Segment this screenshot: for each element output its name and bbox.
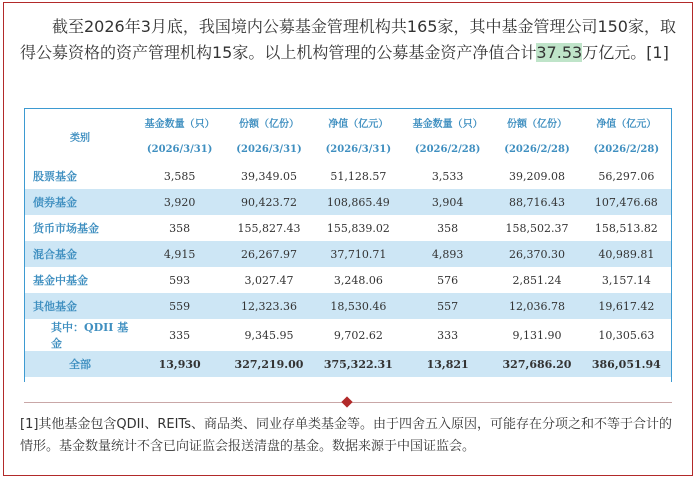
table-cell: 333 xyxy=(437,328,459,342)
row-category: 货币市场基金 xyxy=(33,222,99,235)
table-cell: 51,128.57 xyxy=(330,169,387,183)
table-cell: 358 xyxy=(437,221,459,235)
table-cell: 155,839.02 xyxy=(326,221,390,235)
table-cell: 107,476.68 xyxy=(582,189,671,215)
fund-statistics-table xyxy=(24,108,672,382)
table-cell: 557 xyxy=(403,293,492,319)
table-cell: 19,617.42 xyxy=(582,293,671,319)
table-cell: 9,131.90 xyxy=(512,328,562,342)
table-cell: 158,502.37 xyxy=(505,221,569,235)
row-category: 混合基金 xyxy=(25,241,135,267)
table-cell: 4,915 xyxy=(135,241,224,267)
table-cell: 559 xyxy=(135,293,224,319)
table-cell: 3,027.47 xyxy=(244,273,294,287)
table-cell: 3,248.06 xyxy=(333,273,383,287)
header-count-feb: 基金数量（只） xyxy=(412,119,483,130)
highlighted-total: 37.53 xyxy=(536,43,583,62)
table-cell: 3,585 xyxy=(163,169,196,183)
header-nav-mar: 净值（亿元） xyxy=(328,119,389,130)
table-cell: 40,989.81 xyxy=(582,241,671,267)
table-row xyxy=(25,189,671,215)
table-cell: 3,157.14 xyxy=(601,273,651,287)
header-count-mar: 基金数量（只） xyxy=(144,119,215,130)
header-date: (2026/2/28) xyxy=(593,144,660,155)
table-cell: 56,297.06 xyxy=(598,169,655,183)
table-row xyxy=(25,293,671,319)
table-cell: 327,219.00 xyxy=(224,351,313,377)
header-date: (2026/2/28) xyxy=(414,144,481,155)
table-row xyxy=(25,319,671,351)
intro-paragraph xyxy=(20,14,680,66)
table-row xyxy=(25,215,671,241)
row-category: 股票基金 xyxy=(33,170,77,183)
intro-text-end: 万亿元。[1] xyxy=(582,43,669,62)
table-cell: 12,323.36 xyxy=(224,293,313,319)
table-cell: 9,702.62 xyxy=(333,328,383,342)
table-cell: 37,710.71 xyxy=(314,241,403,267)
row-category: 债券基金 xyxy=(25,189,135,215)
table-cell: 3,904 xyxy=(403,189,492,215)
table-cell: 2,851.24 xyxy=(512,273,562,287)
table-row-total xyxy=(25,351,671,377)
header-category: 类别 xyxy=(70,132,90,144)
table-cell: 386,051.94 xyxy=(582,351,671,377)
table-cell: 10,305.63 xyxy=(598,328,655,342)
table-cell: 108,865.49 xyxy=(314,189,403,215)
table-cell: 375,322.31 xyxy=(314,351,403,377)
header-date: (2026/3/31) xyxy=(236,144,302,155)
table-cell: 18,530.46 xyxy=(314,293,403,319)
table-cell: 26,370.30 xyxy=(492,241,581,267)
header-date: (2026/2/28) xyxy=(504,144,570,155)
row-category: 其他基金 xyxy=(25,293,135,319)
table-cell: 39,349.05 xyxy=(241,169,297,183)
table-cell: 4,893 xyxy=(403,241,492,267)
header-shares-feb: 份额（亿份） xyxy=(506,119,567,130)
table-cell: 576 xyxy=(437,273,459,287)
table-cell: 158,513.82 xyxy=(594,221,658,235)
table-cell: 358 xyxy=(169,221,191,235)
footnote: [1]其他基金包含QDII、REITs、商品类、同业存单类基金等。由于四舍五入原因，可能存在分项之和不等于合计的情形。基金数量统计不含已向证监会报送清盘的基金。数据来源于中国证监会。 xyxy=(20,417,672,454)
row-category: 基金中基金 xyxy=(33,274,88,287)
header-date: (2026/3/31) xyxy=(146,144,213,155)
table-cell: 13,930 xyxy=(135,351,224,377)
table-cell: 327,686.20 xyxy=(492,351,581,377)
table-row xyxy=(25,267,671,293)
header-shares-mar: 份额（亿份） xyxy=(238,119,299,130)
table-cell: 335 xyxy=(169,328,191,342)
header-date: (2026/3/31) xyxy=(325,144,392,155)
table-cell: 593 xyxy=(169,273,191,287)
table-cell: 3,533 xyxy=(431,169,464,183)
table-cell: 13,821 xyxy=(403,351,492,377)
table-cell: 26,267.97 xyxy=(224,241,313,267)
row-category: 全部 xyxy=(25,351,135,377)
table-cell: 9,345.95 xyxy=(244,328,294,342)
table-cell: 88,716.43 xyxy=(492,189,581,215)
table-cell: 12,036.78 xyxy=(492,293,581,319)
intro-text: 截至2026年3月底，我国境内公募基金管理机构共165家，其中基金管理公司150家，取得公募资格的资产管理机构15家。以上机构管理的公募基金资产净值合计 xyxy=(20,17,676,62)
row-category: 其中：QDII 基金 xyxy=(51,321,129,350)
header-nav-feb: 净值（亿元） xyxy=(596,119,657,130)
table-row xyxy=(25,163,671,189)
table-cell: 90,423.72 xyxy=(224,189,313,215)
table-row xyxy=(25,241,671,267)
table-cell: 155,827.43 xyxy=(237,221,301,235)
table-cell: 39,209.08 xyxy=(508,169,565,183)
table-cell: 3,920 xyxy=(135,189,224,215)
